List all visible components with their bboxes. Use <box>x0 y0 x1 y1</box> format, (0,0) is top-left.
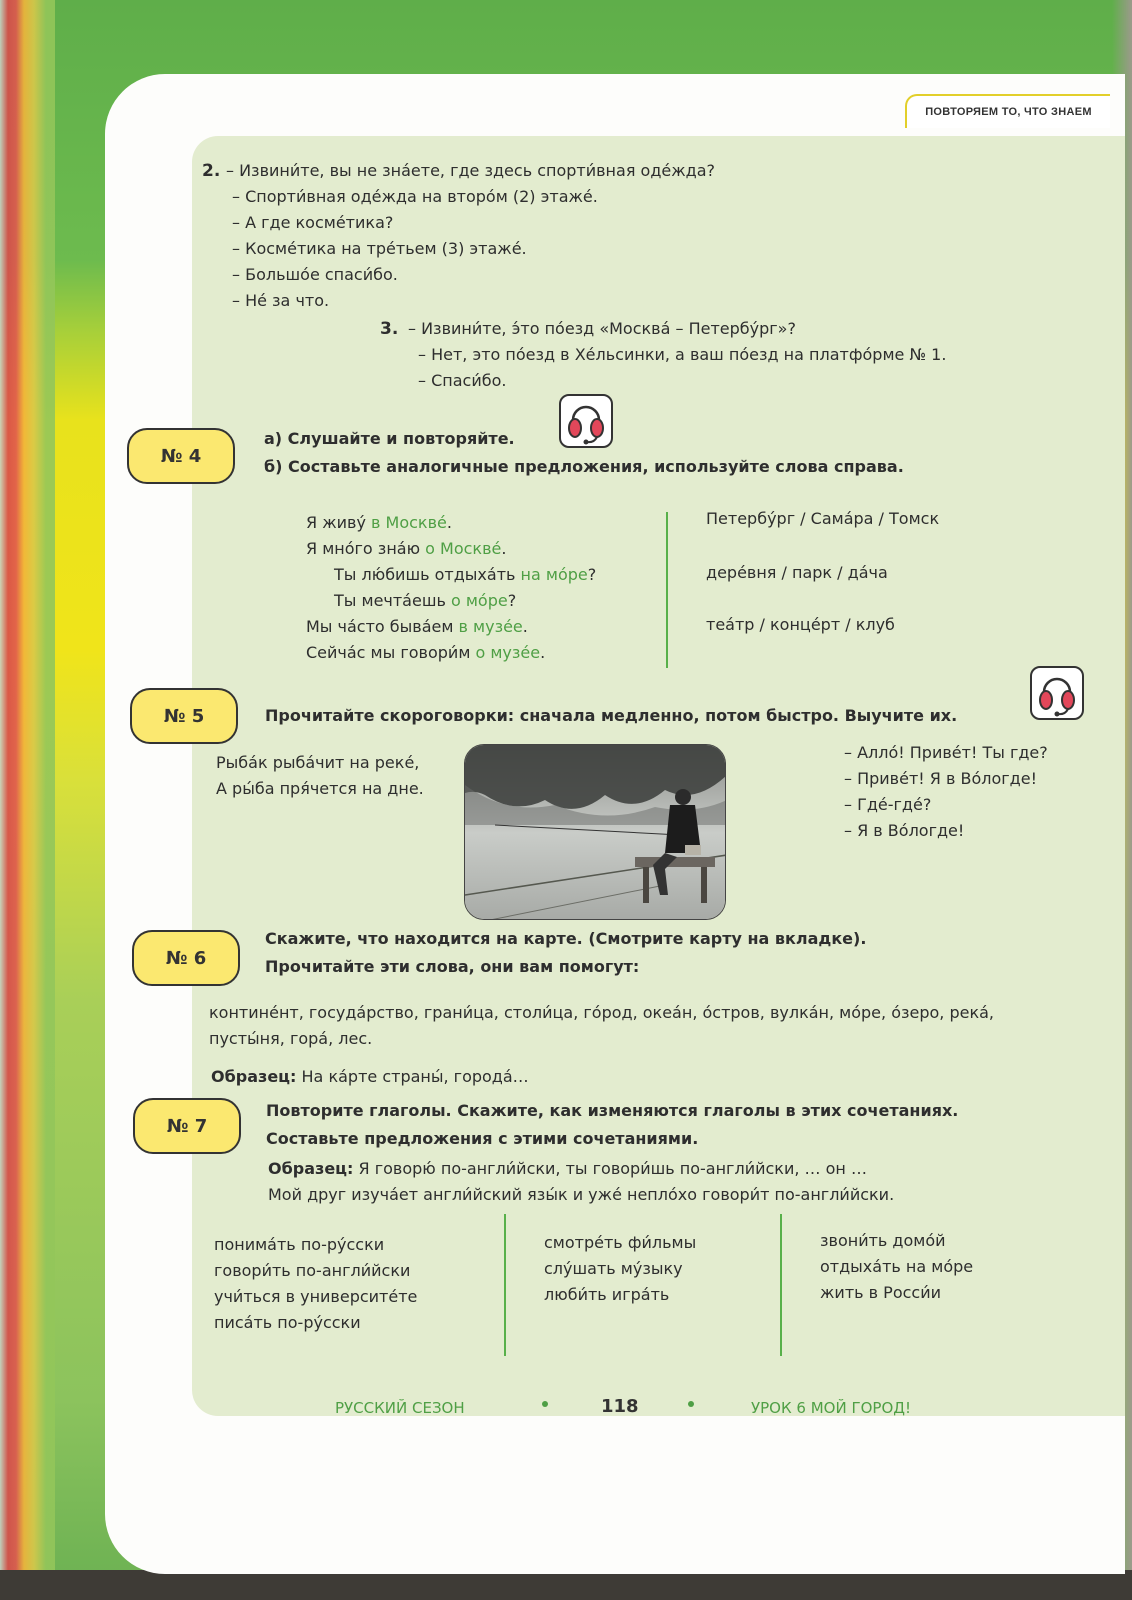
footer-lesson-title: УРОК 6 МОЙ ГОРОД! <box>751 1399 911 1417</box>
task-4-badge: № 4 <box>127 428 235 484</box>
page-number: 118 <box>601 1396 639 1417</box>
dialogue-line: – Спорти́вная оде́жда на второ́м (2) этаже́. <box>232 187 598 206</box>
footer-separator <box>542 1401 548 1407</box>
model-sentence: Ты мечта́ешь о мо́ре? <box>334 591 517 610</box>
footer-separator <box>688 1401 694 1407</box>
column-divider <box>780 1214 782 1356</box>
model-sentence: Ты лю́бишь отдыха́ть на мо́ре? <box>334 565 597 584</box>
model-sentence: Сейча́с мы говори́м о музе́е. <box>306 643 546 662</box>
exercise-panel <box>160 136 1125 1416</box>
fisherman-photo <box>464 744 726 920</box>
textbook-page <box>105 74 1125 1574</box>
verb-phrase: писа́ть по-ру́сски <box>214 1313 361 1332</box>
column-divider <box>666 512 668 668</box>
task-4-instruction-a: а) Слушайте и повторяйте. <box>264 429 515 448</box>
dialogue-line: – Не́ за что. <box>232 291 330 310</box>
headphones-icon[interactable] <box>1030 666 1084 720</box>
dialogue-line: – Спаси́бо. <box>418 371 507 390</box>
tongue-twister-line: Рыба́к рыба́чит на реке́, <box>216 753 420 772</box>
dialogue-line: – Приве́т! Я в Во́логде! <box>844 769 1037 788</box>
task-7-instruction: Повторите глаголы. Скажите, как изменяются глаголы в этих сочетаниях. <box>266 1101 959 1120</box>
substitution-words: теа́тр / конце́рт / клуб <box>706 615 895 634</box>
substitution-words: дере́вня / парк / да́ча <box>706 563 888 582</box>
verb-phrase: учи́ться в университе́те <box>214 1287 418 1306</box>
verb-phrase: слу́шать му́зыку <box>544 1259 683 1278</box>
verb-phrase: говори́ть по-англи́йски <box>214 1261 411 1280</box>
vocabulary-list: контине́нт, госуда́рство, грани́ца, столи́ца, го́род, океа́н, о́стров, вулка́н, мо́ре, о́зеро, река́, <box>209 1003 995 1022</box>
sample-line: Образец: На ка́рте страны́, города́… <box>211 1067 529 1086</box>
dialogue-line: – Извини́те, э́то по́езд «Москва́ – Петербу́рг»? <box>408 319 796 338</box>
dialogue-line: – Где́-где́? <box>844 795 932 814</box>
dialogue-line: – Я в Во́логде! <box>844 821 965 840</box>
verb-phrase: смотре́ть фи́льмы <box>544 1233 697 1252</box>
dialogue-line: – Нет, это по́езд в Хе́льсинки, а ваш по́езд на платфо́рме № 1. <box>418 345 947 364</box>
model-sentence: Я мно́го зна́ю о Москве́. <box>306 539 507 558</box>
verb-phrase: понима́ть по-ру́сски <box>214 1235 385 1254</box>
page-edge-bottom <box>0 1570 1132 1600</box>
task-7-instruction: Составьте предложения с этими сочетаниями. <box>266 1129 699 1148</box>
model-sentence: Мы ча́сто быва́ем в музе́е. <box>306 617 528 636</box>
task-6-instruction: Прочитайте эти слова, они вам помогут: <box>265 957 640 976</box>
dialogue-line: – Косме́тика на тре́тьем (3) этаже́. <box>232 239 527 258</box>
verb-phrase: жить в Росси́и <box>820 1283 941 1302</box>
dialogue-line: – Большо́е спаси́бо. <box>232 265 398 284</box>
task-4-instruction-b: б) Составьте аналогичные предложения, используйте слова справа. <box>264 457 904 476</box>
task-5-badge: № 5 <box>130 688 238 744</box>
substitution-words: Петербу́рг / Сама́ра / Томск <box>706 509 940 528</box>
sample-line: Мой друг изуча́ет англи́йский язы́к и уже́ непло́хо говори́т по-англи́йски. <box>268 1185 895 1204</box>
dialogue-number: 2. <box>202 161 221 181</box>
dialogue-line: – А где косме́тика? <box>232 213 394 232</box>
verb-phrase: люби́ть игра́ть <box>544 1285 670 1304</box>
page-edge-stack <box>0 0 55 1600</box>
model-sentence: Я живу́ в Москве́. <box>306 513 452 532</box>
verb-phrase: звони́ть домо́й <box>820 1231 946 1250</box>
task-5-instruction: Прочитайте скороговорки: сначала медленно, потом быстро. Выучите их. <box>265 706 958 725</box>
headphones-icon[interactable] <box>559 394 613 448</box>
task-6-badge: № 6 <box>132 930 240 986</box>
verb-phrase: отдыха́ть на мо́ре <box>820 1257 974 1276</box>
vocabulary-list: пусты́ня, гора́, лес. <box>209 1029 373 1048</box>
task-7-badge: № 7 <box>133 1098 241 1154</box>
sample-line: Образец: Я говорю́ по-англи́йски, ты говори́шь по-англи́йски, … он … <box>268 1159 867 1178</box>
dialogue-line: – Извини́те, вы не зна́ете, где здесь спорти́вная оде́жда? <box>226 161 715 180</box>
dialogue-number: 3. <box>380 319 399 339</box>
tongue-twister-line: А ры́ба пря́чется на дне. <box>216 779 424 798</box>
dialogue-line: – Алло́! Приве́т! Ты где? <box>844 743 1048 762</box>
task-6-instruction: Скажите, что находится на карте. (Смотрите карту на вкладке). <box>265 929 867 948</box>
section-tab: ПОВТОРЯЕМ ТО, ЧТО ЗНАЕМ <box>905 94 1110 128</box>
column-divider <box>504 1214 506 1356</box>
footer-book-title: РУССКИЙ СЕЗОН <box>335 1399 465 1417</box>
